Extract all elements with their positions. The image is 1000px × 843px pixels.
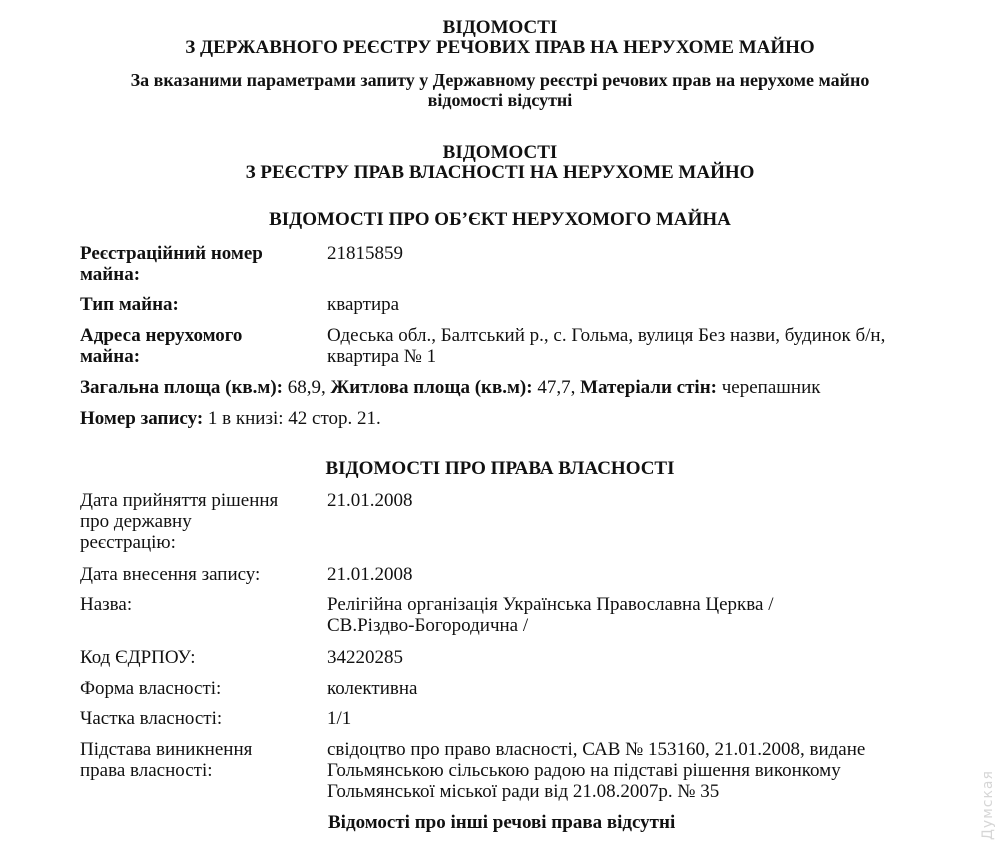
ownership-form-label: Форма власності: <box>80 678 222 699</box>
reg-number-label <box>80 243 263 285</box>
entry-date-label: Дата внесення запису: <box>80 564 261 585</box>
edrpou-label: Код ЄДРПОУ: <box>80 647 196 668</box>
record-number-value: 1 в книзі: 42 стор. 21. <box>207 408 381 429</box>
entry-date-value: 21.01.2008 <box>327 564 413 585</box>
address-value <box>327 325 885 367</box>
ownership-basis-value-line3: Гольмянської міської ради від 21.08.2007р. № 35 <box>327 781 720 802</box>
ownership-basis-label-line2: права власності: <box>80 760 213 781</box>
decision-date-label-line2: про державну <box>80 511 192 532</box>
notice-line-2: відомості відсутні <box>427 90 573 110</box>
owner-name-value-line2: СВ.Різдво-Богородична / <box>327 615 529 636</box>
ownership-basis-label-line1: Підстава виникнення <box>80 739 253 760</box>
ownership-basis-value-line1: свідоцтво про право власності, САВ № 153160, 21.01.2008, видане <box>327 739 866 760</box>
wall-material-label: Матеріали стін: <box>580 377 717 398</box>
record-number-label: Номер запису: <box>80 408 204 429</box>
reg-number-value: 21815859 <box>327 243 403 264</box>
ownership-basis-label <box>80 739 252 781</box>
total-area-label: Загальна площа (кв.м): <box>80 377 284 398</box>
other-rights-notice: Відомості про інші речові права відсутні <box>328 812 676 833</box>
property-type-value: квартира <box>327 294 400 315</box>
object-heading: ВІДОМОСТІ ПРО ОБ’ЄКТ НЕРУХОМОГО МАЙНА <box>269 209 731 230</box>
living-area-label: Житлова площа (кв.м): <box>330 377 533 398</box>
ownership-heading: ВІДОМОСТІ ПРО ПРАВА ВЛАСНОСТІ <box>325 458 675 479</box>
address-label-line2: майна: <box>80 346 141 367</box>
record-line <box>80 408 381 429</box>
notice-line-1: За вказаними параметрами запиту у Державному реєстрі речових прав на нерухоме майно <box>130 70 870 90</box>
decision-date-label <box>80 490 278 553</box>
section1-subtitle: З ДЕРЖАВНОГО РЕЄСТРУ РЕЧОВИХ ПРАВ НА НЕРУХОМЕ МАЙНО <box>185 37 815 58</box>
address-label <box>80 325 242 367</box>
living-area-value: 47,7, <box>537 377 576 398</box>
decision-date-label-line3: реєстрацію: <box>80 532 176 553</box>
ownership-form-value: колективна <box>327 678 418 699</box>
area-line <box>80 377 820 398</box>
watermark: Думская <box>980 770 996 840</box>
ownership-basis-value <box>327 739 865 802</box>
section2-title: ВІДОМОСТІ <box>442 142 558 163</box>
address-label-line1: Адреса нерухомого <box>80 325 243 346</box>
reg-number-label-line2: майна: <box>80 264 141 285</box>
owner-name-value <box>327 594 773 636</box>
section1-title: ВІДОМОСТІ <box>442 17 558 38</box>
address-value-line2: квартира № 1 <box>327 346 437 367</box>
reg-number-label-line1: Реєстраційний номер <box>80 243 263 264</box>
decision-date-value: 21.01.2008 <box>327 490 413 511</box>
property-type-label: Тип майна: <box>80 294 179 315</box>
ownership-basis-value-line2: Гольмянською сільською радою на підставі рішення виконкому <box>327 760 841 781</box>
owner-name-value-line1: Релігійна організація Українська Православна Церква / <box>327 594 774 615</box>
section2-subtitle: З РЕЄСТРУ ПРАВ ВЛАСНОСТІ НА НЕРУХОМЕ МАЙНО <box>245 162 755 183</box>
decision-date-label-line1: Дата прийняття рішення <box>80 490 279 511</box>
edrpou-value: 34220285 <box>327 647 403 668</box>
ownership-share-value: 1/1 <box>327 708 352 729</box>
owner-name-label: Назва: <box>80 594 133 615</box>
ownership-share-label: Частка власності: <box>80 708 223 729</box>
address-value-line1: Одеська обл., Балтський р., с. Гольма, вулиця Без назви, будинок б/н, <box>327 325 886 346</box>
wall-material-value: черепашник <box>721 377 821 398</box>
total-area-value: 68,9, <box>287 377 326 398</box>
